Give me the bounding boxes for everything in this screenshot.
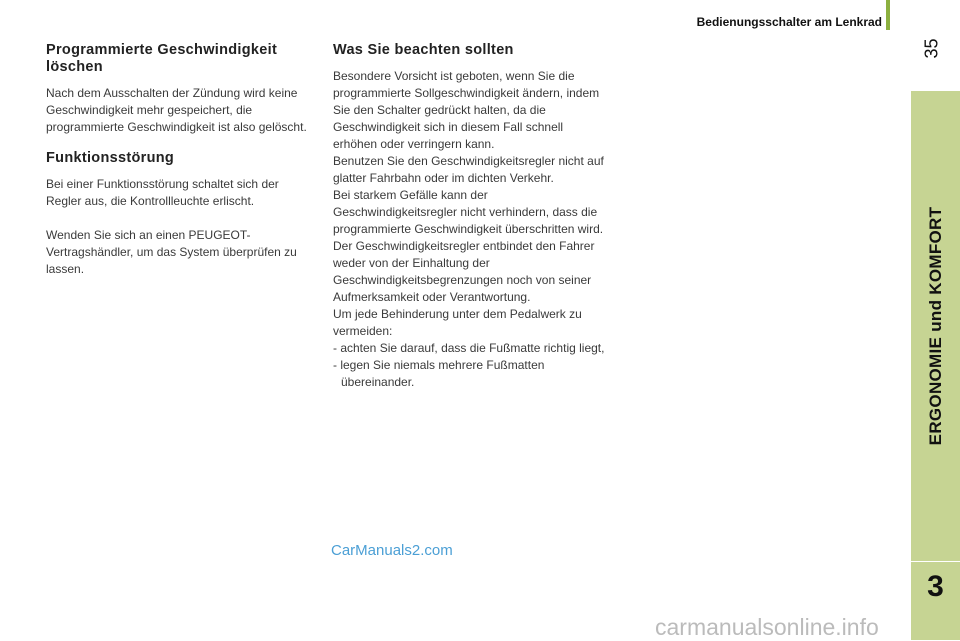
footer-watermark: carmanualsonline.info: [655, 614, 879, 640]
section-heading: Funktionsstörung: [46, 150, 175, 166]
section-text: Wenden Sie sich an einen PEUGEOT-Vertragshändler, um das System überprüfen zu lassen.: [46, 228, 297, 276]
left-column: [46, 42, 316, 292]
chapter-tab: [911, 91, 960, 561]
paragraph: Um jede Behinderung unter dem Pedalwerk zu vermeiden:: [333, 307, 582, 338]
carmanuals-watermark-link[interactable]: CarManuals2.com: [331, 542, 453, 559]
header-accent-rule: [886, 0, 890, 30]
list-item: - achten Sie darauf, dass die Fußmatte richtig liegt,: [333, 341, 605, 355]
section-malfunction: [46, 150, 316, 278]
section-text: Nach dem Ausschalten der Zündung wird keine Geschwindigkeit mehr gespeichert, die programmierte Geschwindigkeit ist also gelöscht.: [46, 86, 307, 134]
chapter-number: 3: [927, 570, 944, 603]
page-number: 35: [921, 38, 942, 59]
chapter-number-box: [911, 562, 960, 640]
paragraph: Besondere Vorsicht ist geboten, wenn Sie die programmierte Sollgeschwindigkeit ändern, indem Sie den Schalter gedrückt halten, da die Geschwindigkeit sich in diesem Fall schnell erhöhen oder verringern kann.: [333, 69, 600, 151]
page-header-title: Bedienungsschalter am Lenkrad: [696, 15, 882, 29]
section-heading: Was Sie beachten sollten: [333, 42, 514, 58]
list-item: - legen Sie niemals mehrere Fußmatten übereinander.: [333, 358, 545, 389]
section-text: Bei einer Funktionsstörung schaltet sich der Regler aus, die Kontrollleuchte erlischt.: [46, 177, 279, 208]
chapter-label: ERGONOMIE und KOMFORT: [925, 206, 945, 446]
paragraph: Bei starkem Gefälle kann der Geschwindigkeitsregler nicht verhindern, dass die programmierte Geschwindigkeit überschritten wird.: [333, 188, 604, 236]
section-clear-speed: [46, 42, 316, 136]
paragraph: Benutzen Sie den Geschwindigkeitsregler nicht auf glatter Fahrbahn oder im dichten Verkehr.: [333, 154, 604, 185]
right-column: [333, 42, 608, 391]
section-heading: Programmierte Geschwindigkeit löschen: [46, 42, 278, 75]
paragraph: Der Geschwindigkeitsregler entbindet den Fahrer weder von der Einhaltung der Geschwindigkeitsbegrenzungen noch von seiner Aufmerksamkeit oder Verantwortung.: [333, 239, 595, 304]
